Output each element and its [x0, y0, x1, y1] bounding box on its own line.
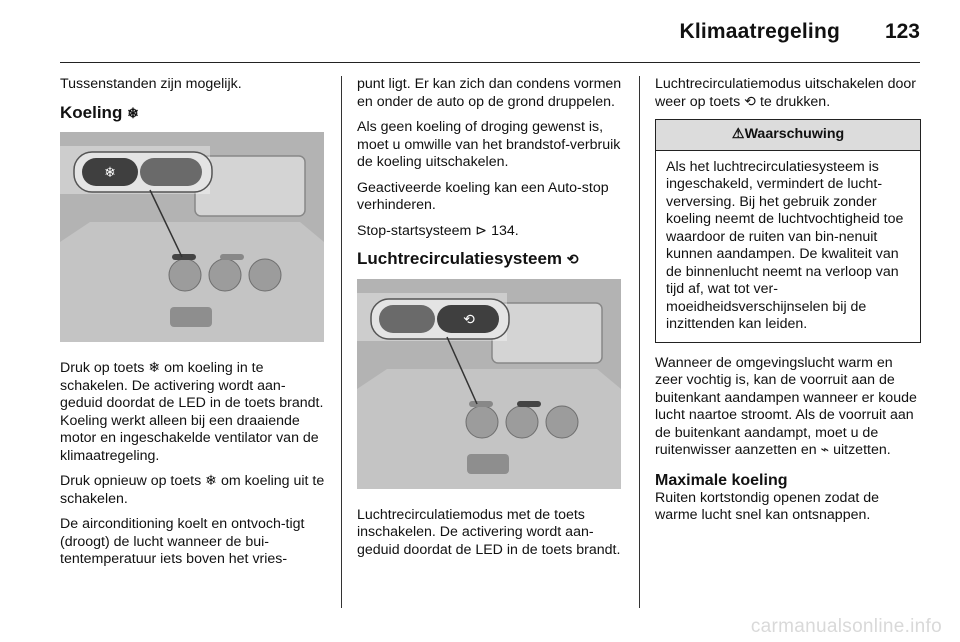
- svg-text:⟲: ⟲: [463, 311, 475, 328]
- paragraph-cooling-on: Druk op toets ❄ om koeling in te schakelen. De activering wordt aan-geduid doordat de LED in de toets brandt. Koeling werkt alleen bij een draaiende motor en ingeschakelde ventilator van de klimaatregeling.: [60, 360, 324, 464]
- paragraph-condensation: punt ligt. Er kan zich dan condens vormen en onder de auto op de grond druppelen.: [357, 76, 622, 110]
- watermark: carmanualsonline.info: [750, 616, 942, 637]
- warning-header: ⚠Waarschuwing: [656, 120, 920, 151]
- paragraph-windshield-fog: Wanneer de omgevingslucht warm en zeer vochtig is, kan de voorruit aan de buitenkant aandampen wanneer er koude lucht naartoe stroomt. Als de voorruit aan de buitenkant aandampt, moet u de ruitenwisser aanzetten en ⌁ uitzetten.: [655, 354, 917, 458]
- column-divider-1: [341, 76, 342, 608]
- paragraph-cooling-off: Druk opnieuw op toets ❄ om koeling uit te schakelen.: [60, 473, 325, 507]
- warning-box: [655, 119, 921, 343]
- paragraph-airco-function: De airconditioning koelt en ontvoch-tigt (droogt) de lucht wanneer de bui-tentemperatuur iets boven het vries-: [60, 516, 305, 567]
- header-rule: [60, 62, 920, 63]
- page-number: 123: [884, 20, 920, 43]
- snowflake-icon: ❄: [127, 104, 139, 121]
- paragraph-stop-start-ref: Stop-startsysteem ⊳ 134.: [357, 222, 519, 239]
- running-header-title: Klimaatregeling: [679, 20, 840, 43]
- paragraph-recirculation-off: Luchtrecirculatiemodus uitschakelen door weer op toets ⟲ te drukken.: [655, 76, 917, 110]
- warning-text: Als het luchtrecirculatiesysteem is ingeschakeld, vermindert de lucht-verversing. Bij het gebruik zonder koeling neemt de luchtvochtigheid toe waardoor de ruiten van bin-nenuit kunnen aandampen. De kwaliteit van de binnenlucht neemt na verloop van tijd af, wat tot ver-moeidheidsverschijnselen bij de inzittenden kan leiden.: [666, 158, 904, 332]
- section-heading-recirculation: Luchtrecirculatiesysteem ⟲: [357, 249, 579, 268]
- dashboard-illustration: [60, 132, 324, 342]
- ac-button-photo: [60, 132, 324, 342]
- recirculation-button-photo: [357, 279, 621, 489]
- column-2: [357, 76, 623, 567]
- column-3: [655, 76, 921, 533]
- paragraph-recirculation-on: Luchtrecirculatiemodus met de toets inschakelen. De activering wordt aan-geduid doordat de LED in de toets brandt.: [357, 506, 621, 558]
- column-divider-2: [639, 76, 640, 608]
- dashboard-illustration-recirc: [357, 279, 621, 489]
- paragraph-max-cooling: Ruiten kortstondig openen zodat de warme lucht snel kan ontsnappen.: [655, 489, 880, 523]
- paragraph-autostop: Geactiveerde koeling kan een Auto-stop verhinderen.: [357, 179, 609, 213]
- section-heading-max-cooling: Maximale koeling: [655, 471, 788, 489]
- column-1: [60, 76, 326, 577]
- svg-text:❄: ❄: [104, 165, 116, 181]
- paragraph-intermediate-positions: Tussenstanden zijn mogelijk.: [60, 76, 242, 92]
- section-heading-koeling: Koeling ❄: [60, 102, 139, 122]
- paragraph-fuel-consumption: Als geen koeling of droging gewenst is, moet u omwille van het brandstof-verbruik de koeling uitschakelen.: [357, 119, 621, 170]
- recirculation-icon: ⟲: [566, 251, 579, 267]
